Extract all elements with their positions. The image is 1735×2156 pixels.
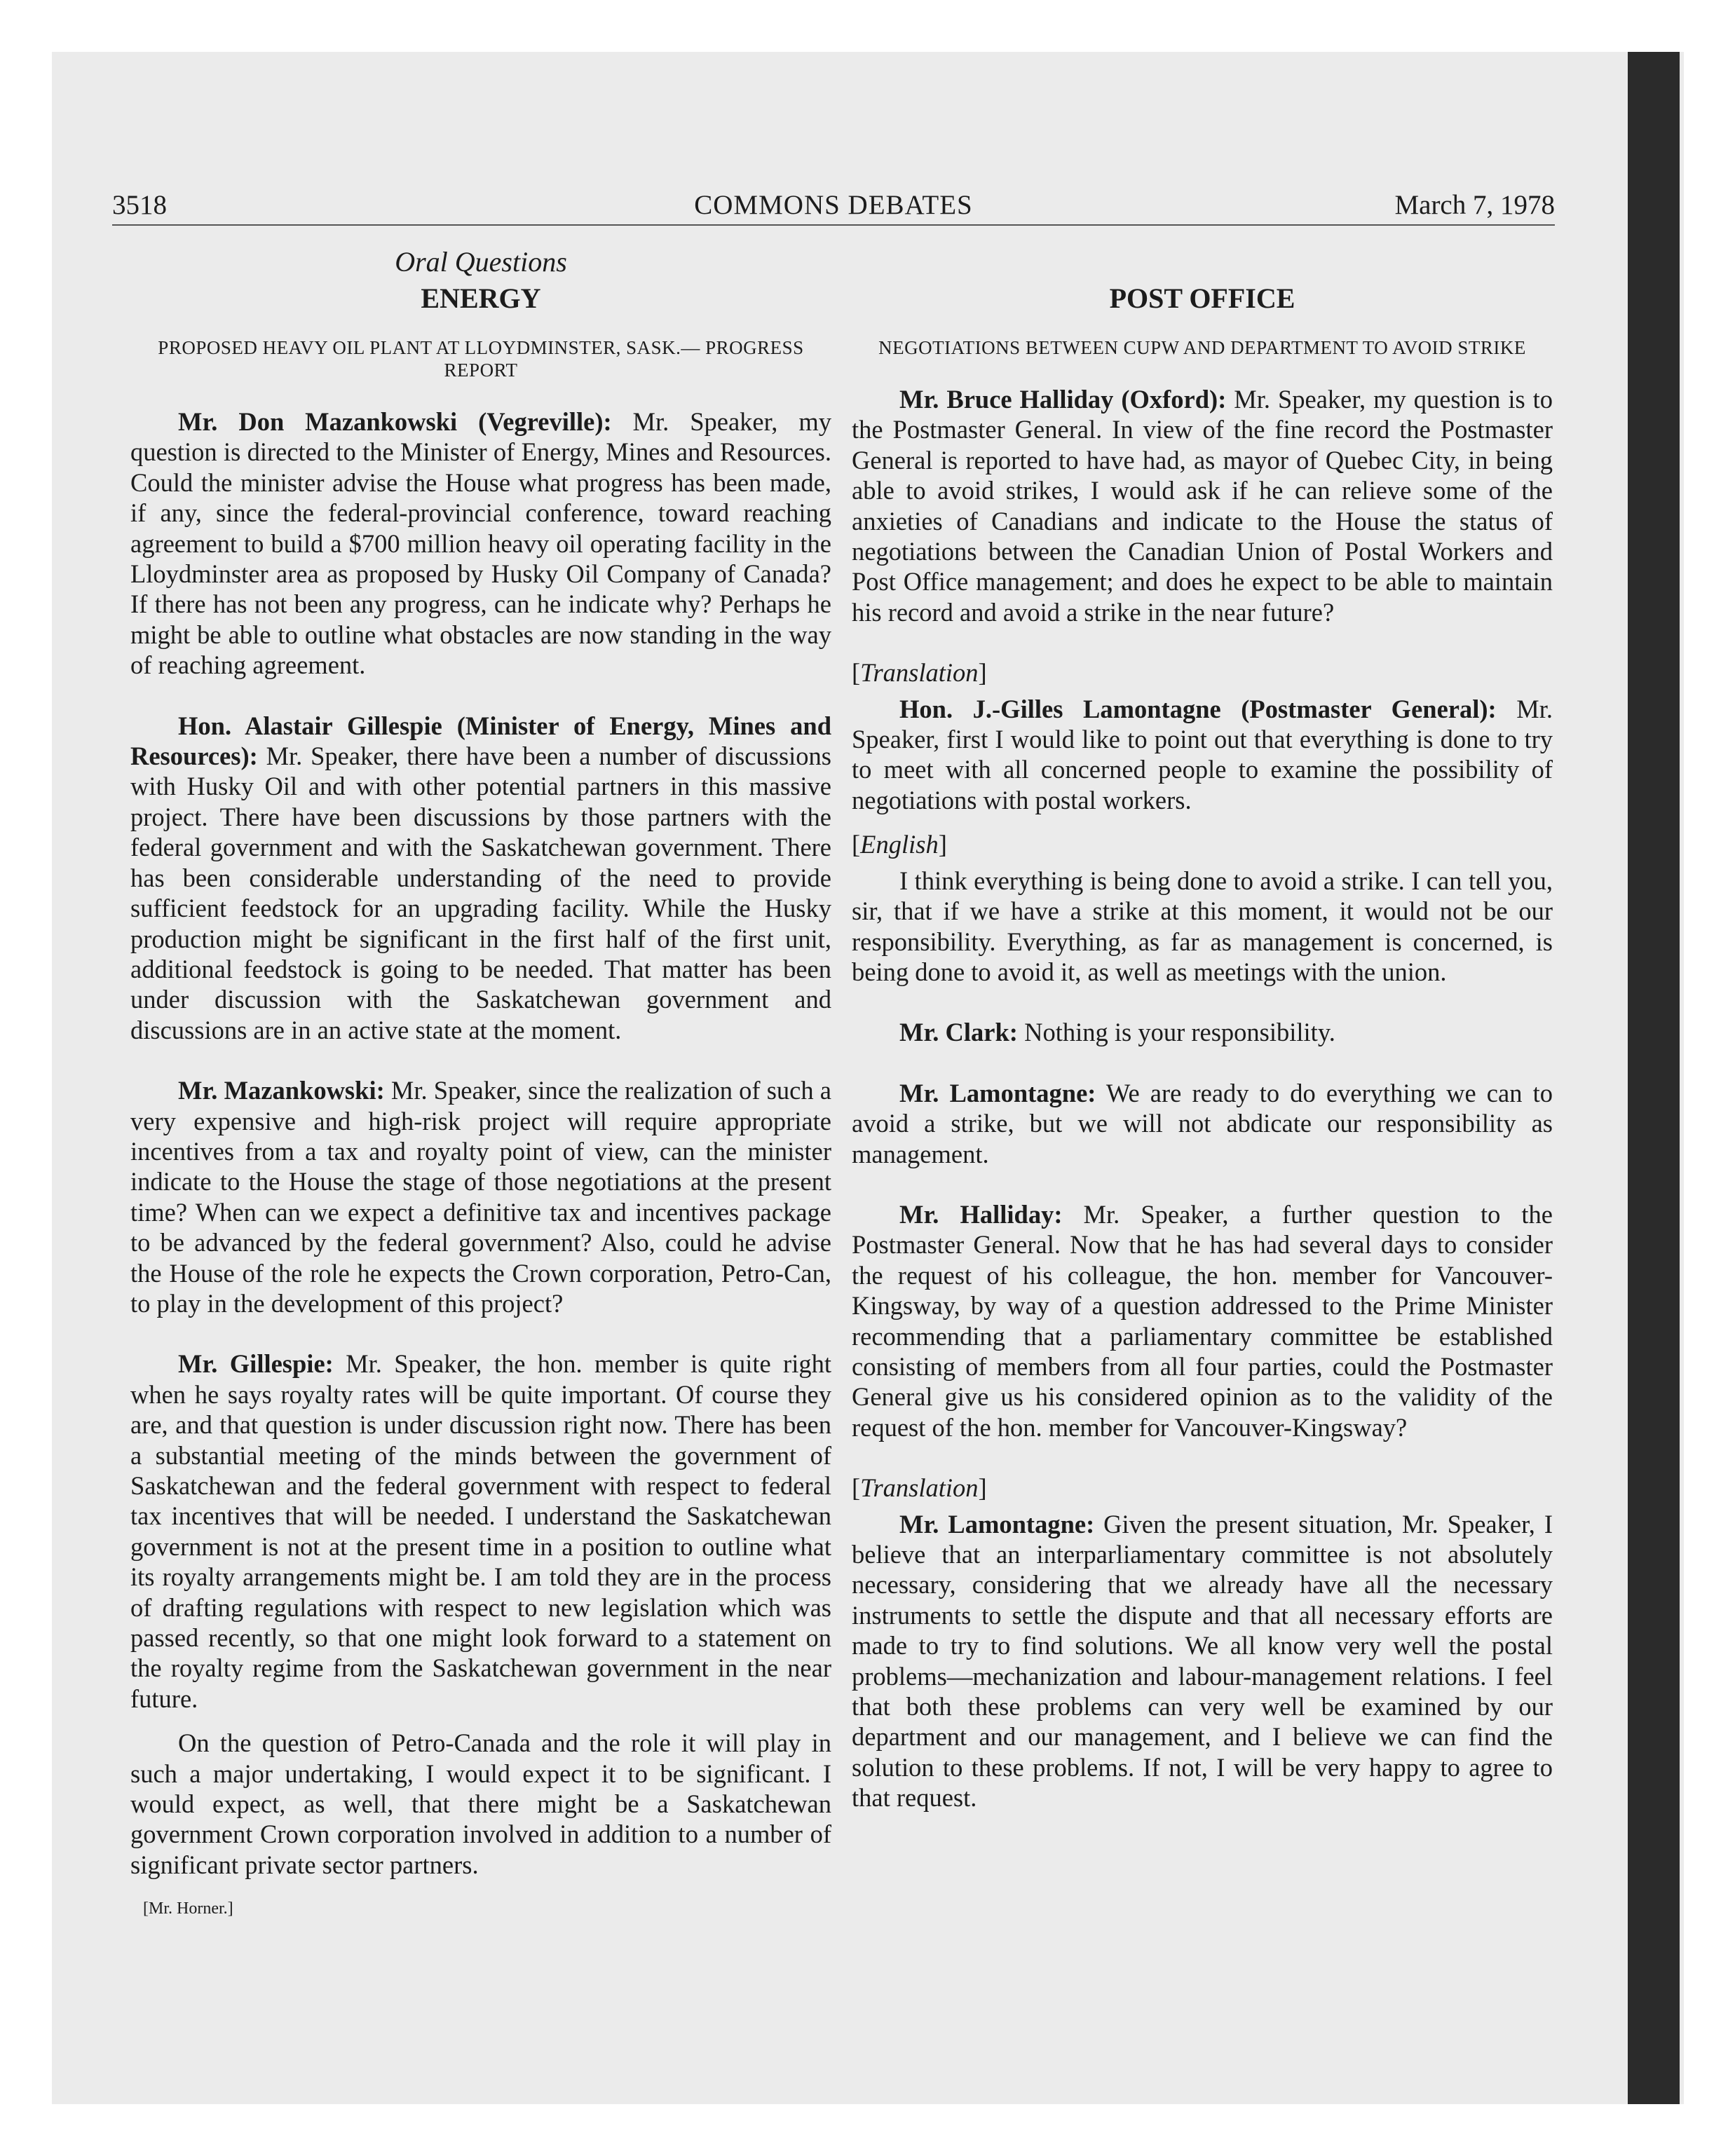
page-number: 3518 (112, 190, 167, 220)
speech-text: Mr. Speaker, there have been a number of discussions with Husky Oil and with other potential partners in this massive project. There have been discussions by those partners with the federal government and with the Saskatchewan government. There has been considerable understanding of the need to provide sufficient feedstock for an upgrading facility. While the Husky production might be significant in the first half of the first unit, additional feedstock is going to be needed. That matter has been under discussion with the Saskatchewan government and discussions are in an active state at the moment. (130, 742, 831, 1044)
oral-questions-label: Oral Questions (395, 246, 567, 278)
section-heading-post-office: POST OFFICE (1109, 282, 1295, 314)
section-heading-energy: ENERGY (421, 282, 541, 314)
paragraph (130, 1075, 831, 1318)
speaker-name: Hon. J.-Gilles Lamontagne (Postmaster General): (899, 694, 1497, 723)
speaker-name: Hon. Alastair Gillespie (Minister of Energy, Mines and Resources): (130, 711, 831, 771)
speech-text: I think everything is being done to avoid a strike. I can tell you, sir, that if we have a strike at this moment, it would not be our responsibility. Everything, as far as management is concerned, is being done to avoid it, as well as meetings with the union. (852, 866, 1553, 986)
speech-text: Mr. Speaker, first I would like to point out that everything is done to try to meet with all concerned people to examine the possibility of negotiations with postal workers. (852, 694, 1553, 814)
speaker-name: Mr. Clark: (899, 1018, 1018, 1047)
publication-title: COMMONS DEBATES (694, 190, 973, 220)
paragraph (130, 1349, 831, 1714)
speech-text: On the question of Petro-Canada and the role it will play in such a major undertaking, I would expect it to be significant. I would expect, as well, that there might be a Saskatchewan government Crown corporation involved in addition to a number of significant private sector partners. (130, 1728, 831, 1879)
paragraph (852, 694, 1553, 816)
speaker-name: Mr. Bruce Halliday (Oxford): (899, 385, 1227, 414)
language-label: Translation (860, 658, 979, 688)
footnote: [Mr. Horner.] (143, 1899, 233, 1918)
speaker-name: Mr. Mazankowski: (178, 1076, 385, 1105)
page-header (112, 188, 1555, 226)
paragraph (852, 1078, 1553, 1169)
language-marker: [Translation] (852, 658, 987, 688)
language-label: Translation (860, 1473, 979, 1503)
publication-date: March 7, 1978 (1394, 190, 1555, 220)
binding-edge (1628, 52, 1680, 2104)
paragraph (852, 1509, 1553, 1813)
speaker-name: Mr. Don Mazankowski (Vegreville): (178, 407, 612, 436)
speech-text: Mr. Speaker, since the realization of such a very expensive and high-risk project will require appropriate incentives from a tax and royalty point of view, can the minister indicate to the House the stage of those negotiations at the present time? When can we expect a definitive tax and incentives package to be advanced by the federal government? Also, could he advise the House of the role he expects the Crown corporation, Petro-Can, to play in the development of this project? (130, 1076, 831, 1318)
paragraph (130, 711, 831, 1045)
paragraph (852, 1199, 1553, 1442)
speech-text: Given the present situation, Mr. Speaker, I believe that an interparliamentary committee is not absolutely necessary, considering that we already have all the necessary instruments to settle the dispute and that all necessary efforts are made to try to find solutions. We all know very well the postal problems—mechanization and labour-management relations. I feel that both these problems can very well be examined by our department and our management, and I believe we can find the solution to these problems. If not, I will be very happy to agree to that request. (852, 1509, 1553, 1813)
left-column (130, 238, 831, 1925)
speech-text: Mr. Speaker, my question is to the Postmaster General. In view of the fine record the Postmaster General is reported to have had, as mayor of Quebec City, in being able to avoid strikes, I would ask if he can relieve some of the anxieties of Canadians and indicate to the House the status of negotiations between the Canadian Union of Postal Workers and Post Office management; and does he expect to be able to maintain his record and avoid a strike in the near future? (852, 385, 1553, 627)
language-marker: [English] (852, 830, 947, 859)
paragraph (852, 866, 1553, 988)
paragraph (130, 1728, 831, 1880)
right-column (852, 279, 1553, 1843)
speech-text: Mr. Speaker, a further question to the Postmaster General. Now that he has had several days to consider the request of his colleague, the hon. member for Vancouver-Kingsway, by way of a question addressed to the Prime Minister recommending that a parliamentary committee be established consisting of members from all four parties, could the Postmaster General give us his considered opinion as to the validity of the request of the hon. member for Vancouver-Kingsway? (852, 1199, 1553, 1442)
language-label: English (860, 830, 939, 859)
speech-text: Mr. Speaker, my question is directed to the Minister of Energy, Mines and Resources. Could the minister advise the House what progress has been made, if any, since the federal-provincial conference, toward reaching agreement to build a $700 million heavy oil operating facility in the Lloydminster area as proposed by Husky Oil Company of Canada? If there has not been any progress, can he indicate why? Perhaps he might be able to outline what obstacles are now standing in the way of reaching agreement. (130, 407, 831, 680)
subheading-heavy-oil: PROPOSED HEAVY OIL PLANT AT LLOYDMINSTER, SASK.— PROGRESS REPORT (158, 337, 804, 381)
speaker-name: Mr. Lamontagne: (899, 1078, 1096, 1107)
speaker-name: Mr. Gillespie: (178, 1349, 334, 1379)
paragraph (852, 384, 1553, 627)
speaker-name: Mr. Halliday: (899, 1199, 1063, 1229)
speech-text: Mr. Speaker, the hon. member is quite right when he says royalty rates will be quite important. Of course they are, and that question is under discussion right now. There has been a substantial meeting of the minds between the government of Saskatchewan and the federal government with respect to federal tax incentives that will be needed. I understand the Saskatchewan government is not at the present time in a position to outline what its royalty arrangements might be. I am told they are in the process of drafting regulations with respect to new legislation which was passed recently, so that one might look forward to a statement on the royalty regime from the Saskatchewan government in the near future. (130, 1349, 831, 1713)
speech-text: We are ready to do everything we can to avoid a strike, but we will not abdicate our responsibility as management. (852, 1078, 1553, 1168)
language-marker: [Translation] (852, 1473, 987, 1503)
speaker-name: Mr. Lamontagne: (899, 1509, 1095, 1538)
subheading-cupw: NEGOTIATIONS BETWEEN CUPW AND DEPARTMENT TO AVOID STRIKE (878, 337, 1526, 358)
paragraph (130, 407, 831, 681)
paragraph (852, 1017, 1553, 1047)
speech-text: Nothing is your responsibility. (1017, 1018, 1335, 1047)
